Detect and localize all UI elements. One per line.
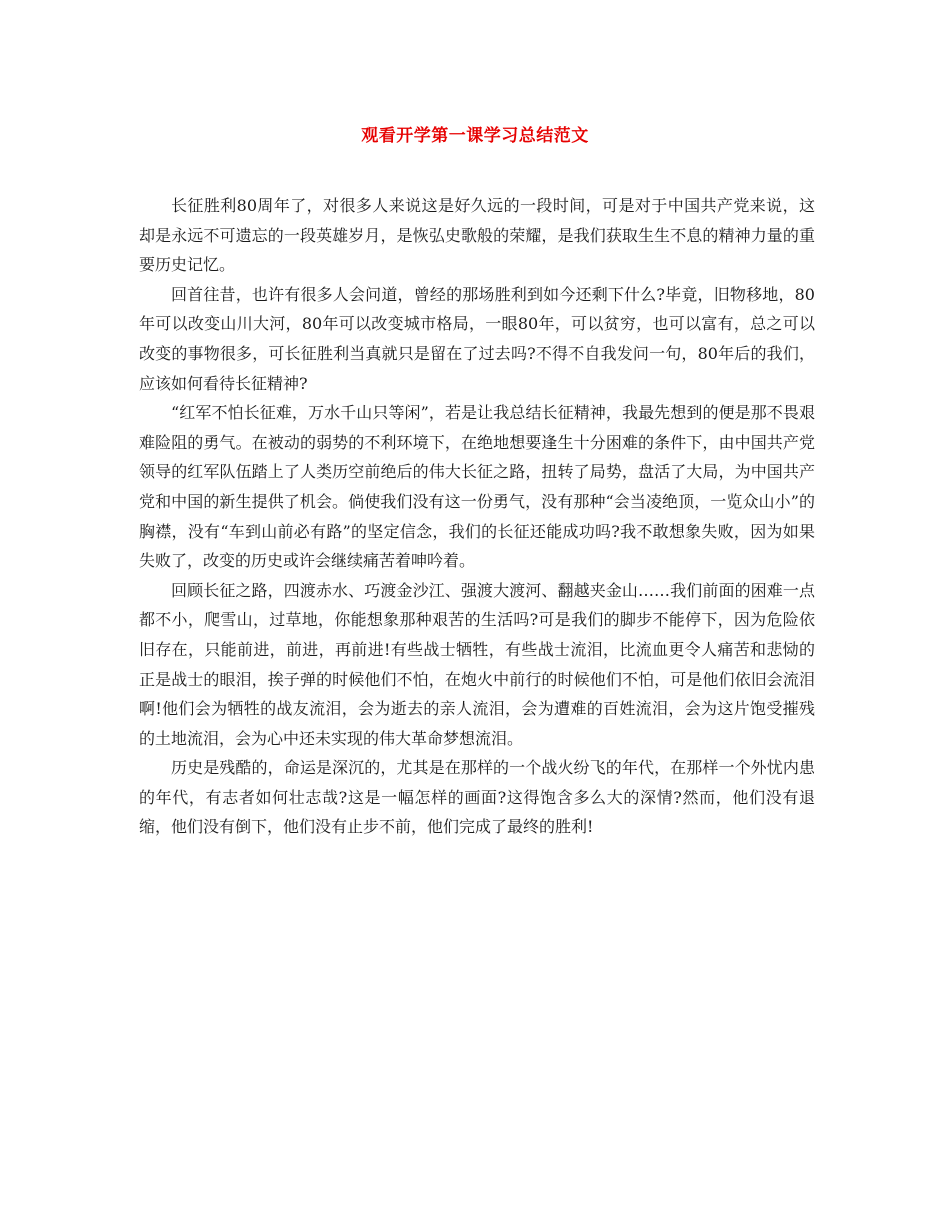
paragraph: 回首往昔，也许有很多人会问道，曾经的那场胜利到如今还剩下什么?毕竟，旧物移地，80年可以改变山川大河，80年可以改变城市格局，一眼80年，可以贫穷，也可以富有，总之可以改变的事物很多，可长征胜利当真就只是留在了过去吗?不得不自我发问一句，80年后的我们，应该如何看待长征精神? xyxy=(139,284,815,393)
paragraph: “红军不怕长征难，万水千山只等闲”，若是让我总结长征精神，我最先想到的便是那不畏艰难险阻的勇气。在被动的弱势的不利环境下，在绝地想要逢生十分困难的条件下，由中国共产党领导的红军队伍踏上了人类历空前绝后的伟大长征之路，扭转了局势，盘活了大局，为中国共产党和中国的新生提供了机会。倘使我们没有这一份勇气，没有那种“会当凌绝顶，一览众山小”的胸襟，没有“车到山前必有路”的坚定信念，我们的长征还能成功吗?我不敢想象失败，因为如果失败了，改变的历史或许会继续痛苦着呻吟着。 xyxy=(139,403,815,571)
paragraph: 历史是残酷的，命运是深沉的，尤其是在那样的一个战火纷飞的年代，在那样一个外忧内患的年代，有志者如何壮志哉?这是一幅怎样的画面?这得饱含多么大的深情?然而，他们没有退缩，他们没有倒下，他们没有止步不前，他们完成了最终的胜利! xyxy=(139,758,815,837)
document-title: 观看开学第一课学习总结范文 xyxy=(361,126,589,146)
document-body xyxy=(139,191,815,842)
paragraph: 回顾长征之路，四渡赤水、巧渡金沙江、强渡大渡河、翻越夹金山……我们前面的困难一点都不小，爬雪山，过草地，你能想象那种艰苦的生活吗?可是我们的脚步不能停下，因为危险依旧存在，只能前进，前进，再前进!有些战士牺牲，有些战士流泪，比流血更令人痛苦和悲恸的正是战士的眼泪，挨子弹的时候他们不怕，在炮火中前行的时候他们不怕，可是他们依旧会流泪啊!他们会为牺牲的战友流泪，会为逝去的亲人流泪，会为遭难的百姓流泪，会为这片饱受摧残的土地流泪，会为心中还未实现的伟大革命梦想流泪。 xyxy=(139,580,815,748)
paragraph: 长征胜利80周年了，对很多人来说这是好久远的一段时间，可是对于中国共产党来说，这却是永远不可遗忘的一段英雄岁月，是恢弘史歌般的荣耀，是我们获取生生不息的精神力量的重要历史记忆。 xyxy=(139,196,815,275)
